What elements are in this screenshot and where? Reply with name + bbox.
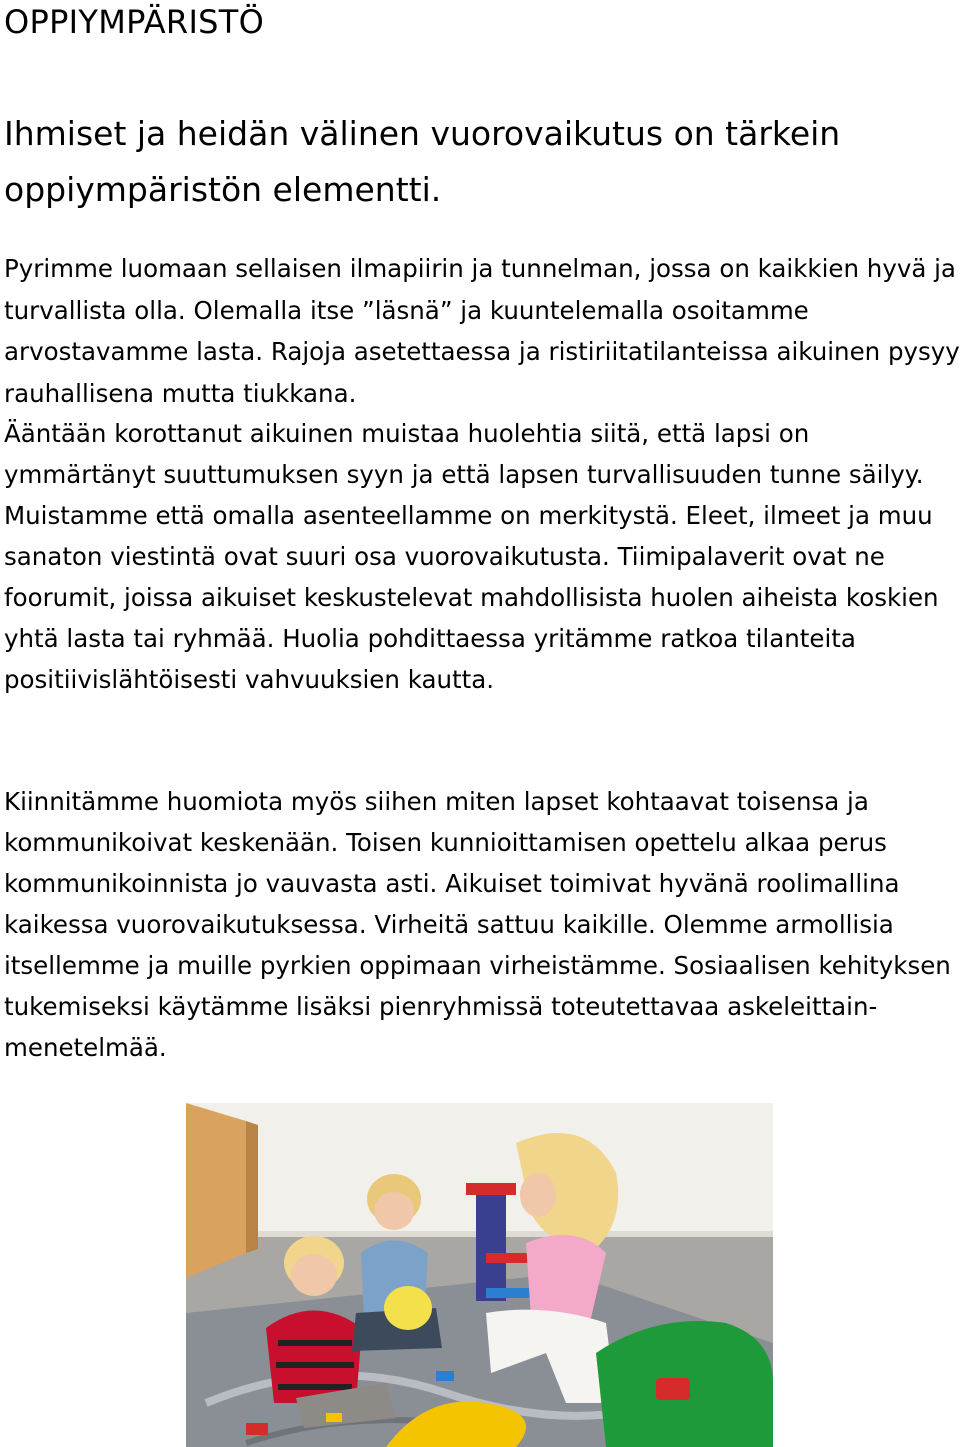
toy-car-2 bbox=[436, 1371, 454, 1381]
paragraph-communication: Ääntään korottanut aikuinen muistaa huolehtia siitä, että lapsi on ymmärtänyt suuttumuksen syyn ja että lapsen turvallisuuden tunne säilyy. Muistamme että omalla asenteellamme on merkitystä. Eleet, ilmeet ja muu sanaton viestintä ovat suuri osa vuorovaikutusta. Tiimipalaverit ovat ne foorumit, joissa aikuiset keskustelevat mahdollisista huolen aiheista koskien yhtä lasta tai ryhmää. Huolia pohdittaessa yritämme ratkoa tilanteita positiivislähtöisesti vahvuuksien kautta. bbox=[4, 419, 939, 694]
paragraph-peer-interaction: Kiinnitämme huomiota myös siihen miten lapset kohtaavat toisensa ja kommunikoivat keskenään. Toisen kunnioittamisen opettelu alkaa perus kommunikoinnista jo vauvasta asti. Aikuiset toimivat hyvänä roolimallina kaikessa vuorovaikutuksessa. Virheitä sattuu kaikille. Olemme armollisia itsellemme ja muille pyrkien oppimaan virheistämme. Sosiaalisen kehityksen tukemiseksi käytämme lisäksi pienryhmissä toteutettavaa askeleittain-menetelmää. bbox=[4, 787, 951, 1062]
garage-toy-roof bbox=[466, 1183, 516, 1195]
girl-face bbox=[520, 1173, 556, 1217]
toy-car-1 bbox=[246, 1423, 268, 1435]
green-toy-window bbox=[656, 1378, 690, 1400]
section-heading: Ihmiset ja heidän välinen vuorovaikutus on tärkein oppiympäristön elementti. bbox=[4, 114, 841, 209]
wooden-cabinet bbox=[186, 1103, 246, 1278]
boy-center-face bbox=[374, 1192, 414, 1230]
garage-toy-tower bbox=[476, 1191, 506, 1301]
paragraph-atmosphere: Pyrimme luomaan sellaisen ilmapiirin ja tunnelman, jossa on kaikkien hyvä ja turvallista olla. Olemalla itse ”läsnä” ja kuuntelemalla osoitamme arvostavamme lasta. Rajoja asetettaessa ja ristiriitatilanteissa aikuinen pysyy rauhallisena mutta tiukkana. bbox=[4, 254, 960, 408]
yellow-plush-toy bbox=[384, 1286, 432, 1330]
toy-car-3 bbox=[326, 1413, 342, 1422]
cabinet-side bbox=[246, 1121, 258, 1253]
page-title: OPPIYMPÄRISTÖ bbox=[4, 3, 265, 41]
boy-red-face bbox=[291, 1254, 337, 1296]
children-playing-photo bbox=[186, 1103, 773, 1447]
children-playing-illustration bbox=[186, 1103, 773, 1447]
